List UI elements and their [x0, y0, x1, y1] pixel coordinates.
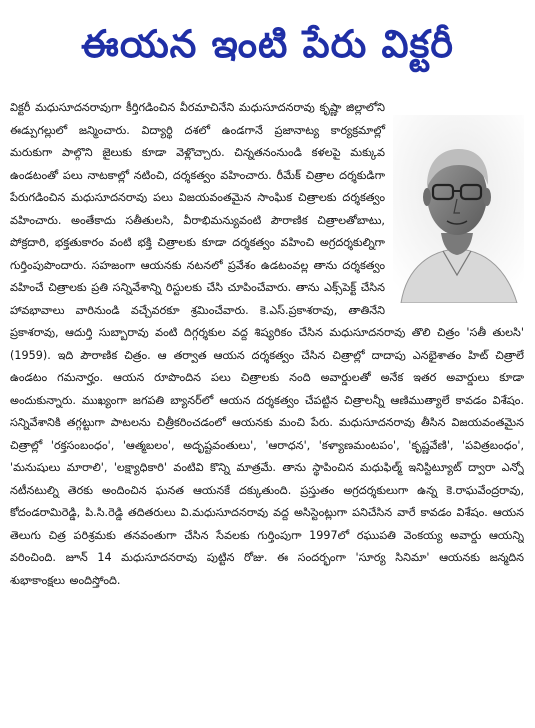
article-body [10, 97, 524, 719]
article-paragraph: విక్టరీ మధుసూదనరావుగా కీర్తిగడించిన వీరమాచినేని మధుసూదనరావు కృష్ణా జిల్లాలోని ఈడ్పుగల్లులో జన్మించారు. విద్యార్థి దశలో ఉండగానే ప్రజానాట్య కార్యక్రమాల్లో మరుకుగా పాల్గొని జైలుకు కూడా వెళ్లొచ్చారు. చిన్నతనంనుండి కళలపై మక్కువ ఉండటంతో పలు నాటకాల్లో నటించి, దర్శకత్వం వహించారు. రీమేక్ చిత్రాల దర్శకుడిగా పేరుగడించిన మధుసూదనరావు పలు విజయవంతమైన సాంఘిక చిత్రాలకు దర్శకత్వం వహించారు. అంతేకాదు సతీతులసి, వీరాభిమన్యువంటి పౌరాణిక చిత్రాలతోబాటు, పోక్రదారి, భక్తతుకారం వంటి భక్తి చిత్రాలకు కూడా దర్శకత్వం వహించి అగ్రదర్శకుల్నిగా గుర్తింపుపొందారు. సహజంగా ఆయనకు నటనలో ప్రవేశం ఉడటంవల్ల తాను దర్శకత్వం వహించే చిత్రాలకు ప్రతి సన్నివేశాన్ని రిస్టులకు చేసి చూపించేవారు. తాను ఎక్స్‌పెక్ట్ చేసిన హావభావాలు వారినుండి వచ్చేవరకూ శ్రమించేవారు. కె.ఎస్.ప్రకాశరావు, తాతినేని ప్రకాశరావు, ఆదుర్తి సుబ్బారావు వంటి దిగ్గర్శకుల వద్ద శిష్యరికం చేసిన మధుసూదనరావు తొలి చిత్రం 'సతీ తులసి' (1959). ఇది పౌరాణిక చిత్రం. ఆ తర్వాత ఆయన దర్శకత్వం చేసిన చిత్రాల్లో దాదాపు ఎనభైశాతం హిట్ చిత్రాలే ఉండటం గమనార్హం. ఆయన రూపొందిన పలు చిత్రాలకు నంది అవార్డులతో అనేక ఇతర అవార్డులు కూడా అందుకున్నారు. ముఖ్యంగా జగపతి బ్యానర్‌లో ఆయన దర్శకత్వం చేపట్టిన చిత్రాలన్నీ ఆణిముత్యాలే కావడం విశేషం. సన్నివేశానికి తగ్గట్టుగా పాటలను చిత్రీకరించడంలో ఆయనకు మంచి పేరు. మధుసూదనరావు తీసిన విజయవంతమైన చిత్రాల్లో 'రక్తసంబంధం', 'ఆత్మబలం', అదృష్టవంతులు', 'ఆరాధన', 'కళ్యాణమంటపం', 'కృష్ణవేణి', 'పవిత్రబంధం', 'మనుషులు మారాలి', 'లక్ష్యాధికారి' వంటివి కొన్ని మాత్రమే. తాను స్థాపించిన మధుఫిల్మ్ ఇనిస్టిట్యూట్ ద్వారా ఎన్నో నటీనటుల్ని తెరకు అందించిన ఘనత ఆయనకే దక్కుతుంది. ప్రస్తుతం అగ్రదర్శకులుగా ఉన్న కె.రాఘవేంద్రరావు, కోదండరామిరెడ్డి, పి.సి.రెడ్డి తదితరులు వి.మధుసూదనరావు వద్ద అసిస్టెంట్లుగా పనిచేసిన వారే కావడం విశేషం. ఆయన తెలుగు చిత్ర పరిశ్రమకు తనవంతుగా చేసిన సేవలకు గుర్తింపుగా 1997లో రఘుపతి వెంకయ్య అవార్డు ఆయన్ని వరించింది. జూన్ 14 మధుసూదనరావు పుట్టిన రోజు. ఈ సందర్భంగా 'సూర్య సినిమా' ఆయనకు జన్మదిన శుభాకాంక్షలు అందిస్తోంది. [10, 101, 524, 587]
portrait-photo [393, 115, 524, 303]
article-title: ఈయన ఇంటి పేరు విక్టరీ [81, 22, 454, 66]
